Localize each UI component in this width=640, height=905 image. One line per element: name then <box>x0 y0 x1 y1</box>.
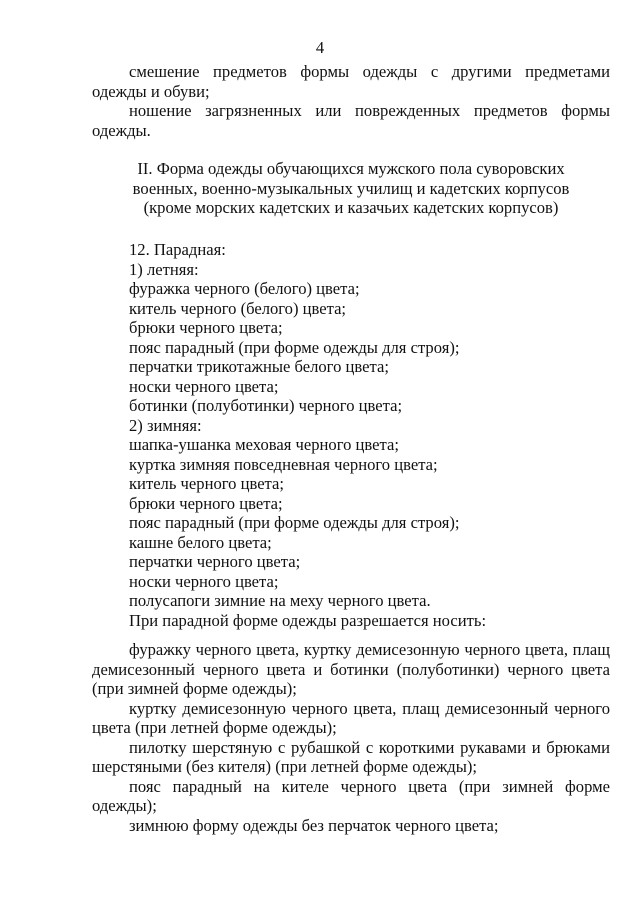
paragraph: зимнюю форму одежды без перчаток черного цвета; <box>129 815 499 835</box>
list-item: 2) зимняя: <box>129 415 202 435</box>
list-item: фуражка черного (белого) цвета; <box>129 279 360 298</box>
list-item: перчатки трикотажные белого цвета; <box>129 357 389 376</box>
list-item: пояс парадный (при форме одежды для строя); <box>129 513 460 532</box>
allowed-items <box>92 640 610 835</box>
list-item: носки черного цвета; <box>129 376 279 396</box>
section-heading <box>92 159 610 218</box>
list-item: ботинки (полуботинки) черного цвета; <box>129 396 403 415</box>
list-item: китель черного (белого) цвета; <box>129 298 347 318</box>
page-number: 4 <box>315 38 325 57</box>
uniform-list <box>129 240 609 630</box>
heading-line: (кроме морских кадетских и казачьих кадетских корпусов) <box>143 198 559 217</box>
list-item: 12. Парадная: <box>129 240 226 259</box>
paragraph: пояс парадный на кителе черного цвета (при зимней форме одежды); <box>92 776 610 815</box>
list-item: куртка зимняя повседневная черного цвета; <box>129 454 438 474</box>
list-item: перчатки черного цвета; <box>129 552 301 571</box>
paragraph: ношение загрязненных или поврежденных предметов формы одежды. <box>92 101 610 140</box>
list-item: 1) летняя: <box>129 259 199 279</box>
paragraph: фуражку черного цвета, куртку демисезонную черного цвета, плащ демисезонный черного цвета и ботинки (полуботинки) черного цвета (при зимней форме одежды); <box>92 640 610 698</box>
list-item: брюки черного цвета; <box>129 318 283 337</box>
list-item: брюки черного цвета; <box>129 493 283 513</box>
paragraph: пилотку шерстяную с рубашкой с короткими рукавами и брюками шерстяными (без кителя) (при летней форме одежды); <box>92 737 610 776</box>
list-item: пояс парадный (при форме одежды для строя); <box>129 337 460 357</box>
list-item: носки черного цвета; <box>129 571 279 591</box>
heading-line: II. Форма одежды обучающихся мужского пола суворовских <box>137 159 565 178</box>
heading-line: военных, военно-музыкальных училищ и кадетских корпусов <box>132 178 570 198</box>
intro-items <box>92 62 610 140</box>
list-item: шапка-ушанка меховая черного цвета; <box>129 435 399 454</box>
paragraph: смешение предметов формы одежды с другими предметами одежды и обуви; <box>92 62 610 101</box>
list-item: полусапоги зимние на меху черного цвета. <box>129 591 431 610</box>
list-item: При парадной форме одежды разрешается носить: <box>129 610 487 630</box>
list-item: китель черного цвета; <box>129 474 284 493</box>
paragraph: куртку демисезонную черного цвета, плащ демисезонный черного цвета (при летней форме одежды); <box>92 698 610 737</box>
list-item: кашне белого цвета; <box>129 532 272 552</box>
